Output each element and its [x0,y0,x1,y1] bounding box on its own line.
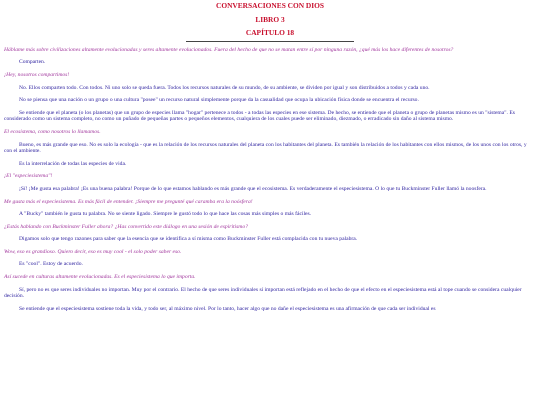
document-page [0,3,540,408]
answer-paragraph: Sí, pero no es que seres individuales no importan. Muy por el contrario. El hecho de que seres individuales sí importan está reflejado en el hecho de que el efecto en el especiesistema está al tope cuando se considera cualquier decisión. [4,286,522,300]
answer-paragraph: Se entiende que el especiesistema sostiene toda la vida, y todo ser, al máximo nivel. Por lo tanto, hacer algo que no dañe el especiesistema es una afirmación de que cada ser individual es [19,305,436,312]
answer-paragraph: Bueno, es más grande que eso. No es solo la ecología - que es la relación de los recursos naturales del planeta con los habitantes del planeta. Es también la relación de los habitantes con ellos mismos, de los unos con los otros, y con el ambiente. [4,141,527,155]
question-paragraph: El ecosistema, como nosotros lo llamamos. [4,128,101,135]
question-paragraph: Así sucede en culturas altamente evolucionadas. Es el especiesistema lo que importa. [4,274,196,281]
answer-paragraph: Se entiende que el planeta (o los planetas) que un grupo de especies llama "hogar" pertenece a todos - a todas las especies en ese sistema. De hecho, se entiende que el planeta o grupo de planetas mismo es un "sistema". Es considerado como un sistema completo, no como un puñado de pequeñas partes o pequeños elementos, cualquiera de los cuales puede ser eliminado, diezmado, o erradicado sin daño al sistema mismo. [4,109,515,123]
question-paragraph: Háblame más sobre civilizaciones altamente evolucionadas y seres altamente evolucionados. Fuera del hecho de que no se matan entre sí por ninguna razón, ¿qué más los hace diferentes de nosotros? [4,46,454,53]
question-paragraph: ¡El "especiesistema"! [4,173,53,180]
answer-paragraph: Digamos solo que tengo razones para saber que la esencia que se identifica a sí misma como Buckminster Fuller está complacida con tu nueva palabra. [19,236,358,243]
question-paragraph: Wow, eso es grandioso. Quiero decir, eso es muy cool - el solo poder saber eso. [4,248,182,255]
question-paragraph: Me gusta más el especiesistema. Es más fácil de entender. ¡Siempre me pregunté qué caramba era la noósfera! [4,198,253,205]
answer-paragraph: No se piensa que una nación o un grupo o una cultura "posee" un recurso natural simplemente porque da la casualidad que ocupa la ubicación física donde se encuentra el recurso. [19,97,419,104]
question-paragraph: ¿Estás hablando con Buckminster Fuller ahora? ¿Has convertido este diálogo en una sesión de espiritismo? [4,223,248,230]
answer-paragraph: Es la interrelación de todas las especies de vida. [19,160,127,167]
answer-paragraph: ¡Sí! ¡Me gusta esa palabra! ¡Es una buena palabra! Porque de lo que estamos hablando es más grande que el ecosistema. Es verdaderamente el especiesistema. O lo que tu Buckminster Fuller llamó la noosfera. [19,185,487,192]
horizontal-rule [186,41,354,42]
dialogue-body [4,47,536,313]
chapter-title: CAPÍTULO 18 [245,28,295,38]
answer-paragraph: Comparten. [19,59,46,66]
answer-paragraph: A "Bucky" también le gusta tu palabra. No se siente ligado. Siempre le gustó todo lo que hace las cosas más simples o más fáciles. [19,211,312,218]
answer-paragraph: Es "cool". Estoy de acuerdo. [19,261,83,268]
book-number: LIBRO 3 [255,14,285,24]
book-title: CONVERSACIONES CON DIOS [215,1,324,10]
answer-paragraph: No. Ellos comparten todo. Con todos. Ni uno solo se queda fuera. Todos los recursos naturales de su mundo, de su ambiente, se dividen por igual y son distribuidos a todos y cada uno. [19,84,430,91]
question-paragraph: ¡Hey, nosotros compartimos! [4,71,70,78]
